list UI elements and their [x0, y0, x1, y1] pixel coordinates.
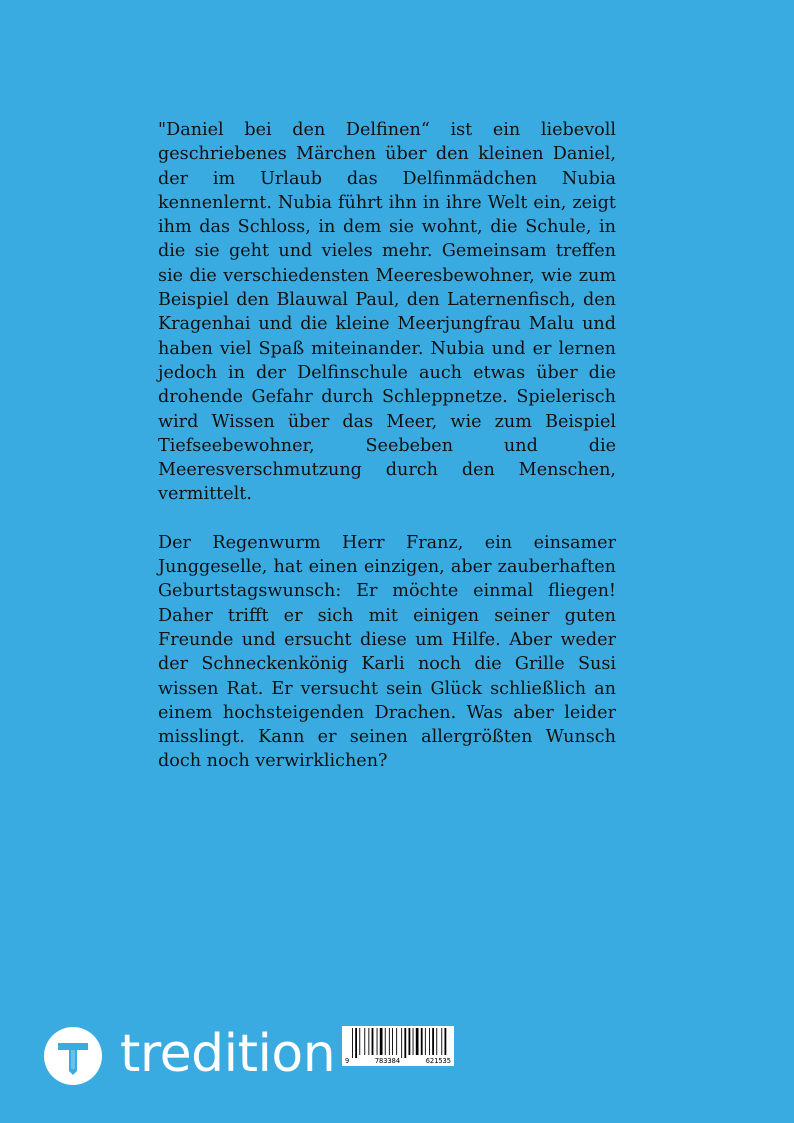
barcode-bar — [445, 1028, 447, 1055]
barcode-digits — [342, 1057, 454, 1065]
barcode-bar — [380, 1028, 383, 1055]
barcode-bar — [436, 1028, 437, 1055]
barcode-bar — [441, 1028, 442, 1055]
barcode-bar — [413, 1028, 414, 1055]
barcode-bar — [355, 1028, 357, 1058]
barcode-bar — [389, 1028, 390, 1055]
barcode-bar — [359, 1028, 360, 1055]
back-cover-text — [158, 118, 616, 774]
barcode-bar — [404, 1028, 406, 1058]
barcode-bar — [425, 1028, 426, 1055]
barcode-bar — [392, 1028, 393, 1055]
barcode-bar — [372, 1028, 374, 1055]
synopsis-paragraph-1: "Daniel bei den Delfinen“ ist ein liebevoll geschriebenes Märchen über den kleinen Daniel, der im Urlaub das Delfinmädchen Nubia kennenlernt. Nubia führt ihn in ihre Welt ein, zeigt ihm das Schloss, in dem sie wohnt, die Schule, in die sie geht und vieles mehr. Gemeinsam treffen sie die verschiedensten Meeresbewohner, wie zum Beispiel den Blauwal Paul, den Laternenfisch, den Kragenhai und die kleine Meerjungfrau Malu und haben viel Spaß miteinander. Nubia und er lernen jedoch in der Delfinschule auch etwas über die drohende Gefahr durch Schleppnetze. Spielerisch wird Wissen über das Meer, wie zum Beispiel Tiefseebewohner, Seebeben und die Meeresverschmutzung durch den Menschen, vermittelt. — [158, 120, 616, 505]
barcode-bar — [429, 1028, 430, 1055]
barcode-bar — [416, 1028, 419, 1055]
barcode-digit-group-2: 621535 — [425, 1057, 451, 1065]
barcode-bar — [421, 1028, 423, 1055]
barcode-bar — [401, 1028, 402, 1058]
barcode-digit-group-1: 783384 — [374, 1057, 401, 1065]
synopsis-paragraph-2: Der Regenwurm Herr Franz, ein einsamer Junggeselle, hat einen einzigen, aber zauberhaften Geburtstagswunsch: Er möchte einmal fliegen! Daher trifft er sich mit einigen seiner guten Freunde und ersucht diese um Hilfe. Aber weder der Schneckenkönig Karli noch die Grille Susi wissen Rat. Er versucht sein Glück schließlich an einem hochsteigenden Drachen. Was aber leider misslingt. Kann er seinen allergrößten Wunsch doch noch verwirklichen? — [158, 532, 616, 772]
isbn-barcode — [342, 1026, 454, 1066]
barcode-bar — [364, 1028, 365, 1055]
barcode-bar — [368, 1028, 369, 1055]
barcode-bar — [352, 1028, 353, 1058]
barcode-bar — [377, 1028, 378, 1055]
barcode-bar — [409, 1028, 411, 1055]
tredition-logo-icon — [44, 1027, 102, 1085]
publisher-name: tredition — [120, 1024, 336, 1084]
barcode-bar — [385, 1028, 386, 1055]
barcode-bar — [396, 1028, 397, 1055]
publisher-logo — [44, 1026, 335, 1086]
barcode-bar — [432, 1028, 434, 1055]
barcode-digit-prefix: 9 — [345, 1057, 350, 1065]
